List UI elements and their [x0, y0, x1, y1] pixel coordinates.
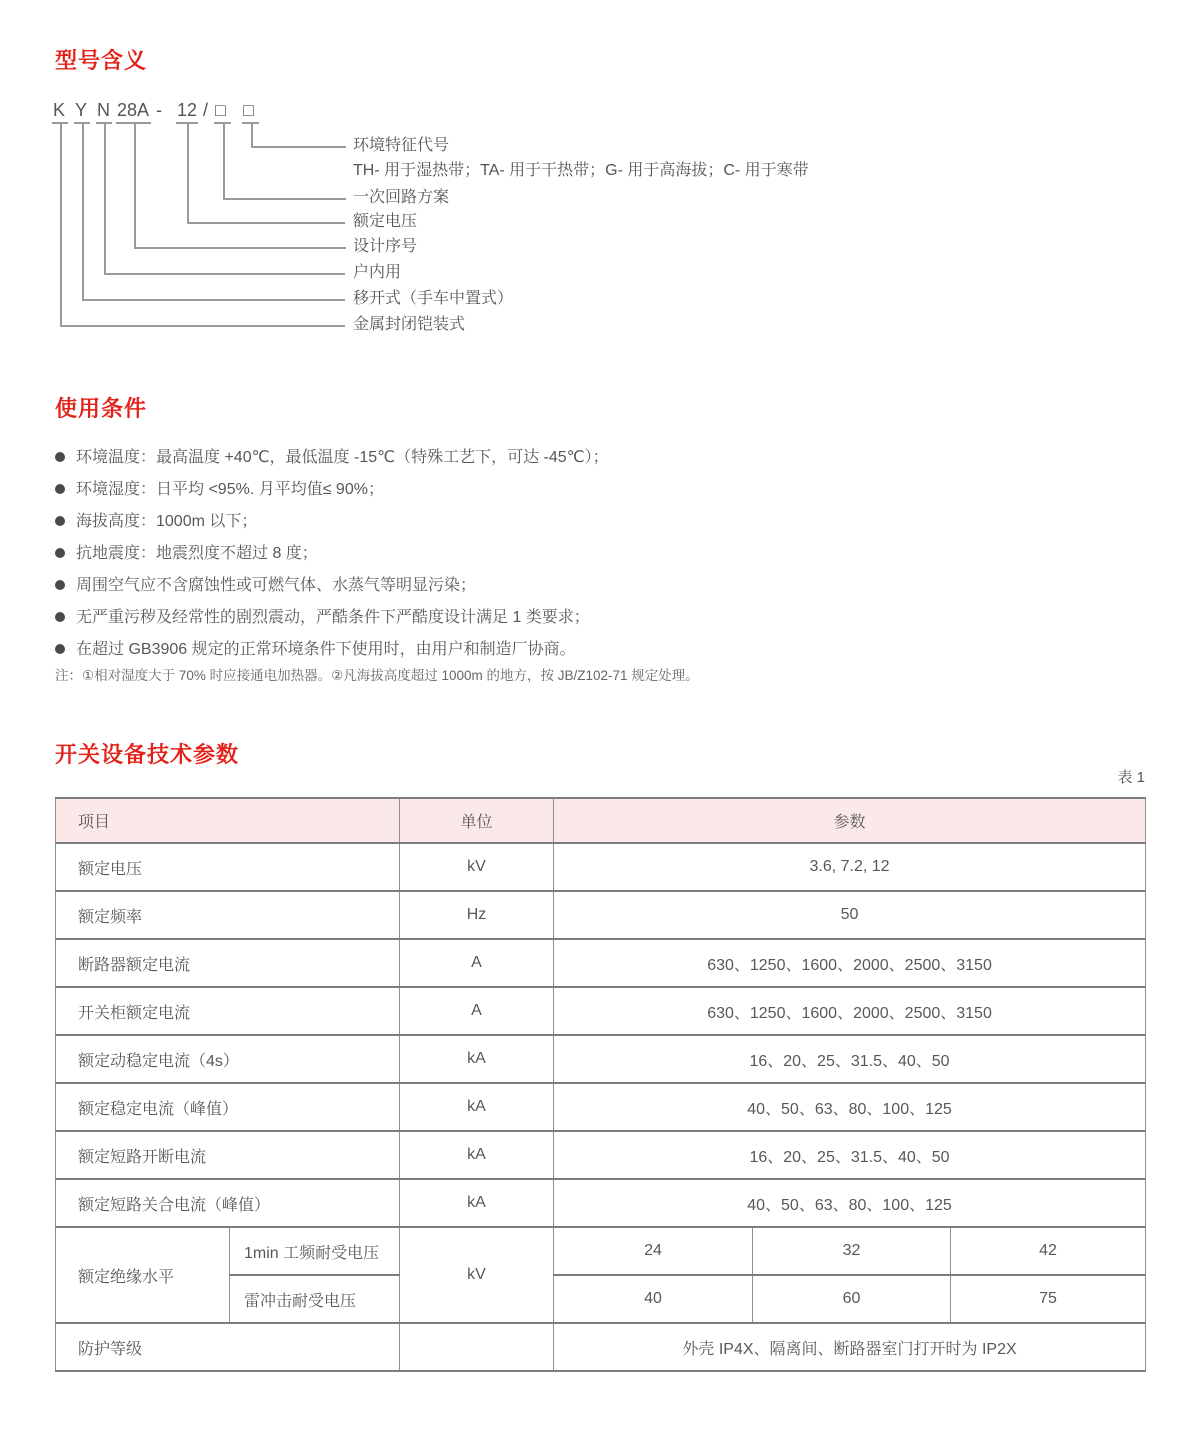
diagram-connector-line [104, 273, 345, 275]
model-code-part: □ [215, 100, 226, 120]
usage-condition-item [55, 442, 609, 474]
table-row-insulation-1 [56, 1227, 1146, 1275]
diagram-label: 额定电压 [353, 213, 418, 230]
table-row [56, 1083, 1146, 1131]
diagram-label: 一次回路方案 [353, 189, 450, 206]
model-code-part: - [156, 100, 162, 120]
row-param: 630、1250、1600、2000、2500、3150 [554, 987, 1146, 1035]
insulation-value: 24 [554, 1227, 753, 1275]
header-unit: 单位 [400, 798, 554, 843]
insulation-value: 60 [753, 1275, 951, 1323]
row-param: 16、20、25、31.5、40、50 [554, 1131, 1146, 1179]
row-param: 50 [554, 891, 1146, 939]
diagram-connector-line [82, 299, 345, 301]
model-code-part: N [97, 100, 110, 120]
diagram-label: 设计序号 [353, 238, 418, 255]
model-code-part: 12 [177, 100, 198, 120]
usage-condition-item [55, 506, 609, 538]
row-item: 开关柜额定电流 [56, 987, 400, 1035]
row-item: 额定电压 [56, 843, 400, 891]
row-item: 额定短路开断电流 [56, 1131, 400, 1179]
usage-condition-item [55, 570, 609, 602]
row-unit: kA [400, 1083, 554, 1131]
section-heading-params: 开关设备技术参数 [55, 742, 240, 767]
diagram-vertical-line [223, 123, 225, 198]
usage-condition-item [55, 474, 609, 506]
diagram-label: TH- 用于湿热带；TA- 用于干热带；G- 用于高海拔；C- 用于寒带 [353, 162, 809, 179]
bullet-icon [55, 580, 65, 590]
row-param: 16、20、25、31.5、40、50 [554, 1035, 1146, 1083]
model-code-part: Y [75, 100, 88, 120]
row-unit: Hz [400, 891, 554, 939]
row-unit: A [400, 987, 554, 1035]
bullet-icon [55, 516, 65, 526]
insulation-sub-label: 雷冲击耐受电压 [230, 1275, 400, 1323]
diagram-label: 户内用 [353, 264, 402, 281]
diagram-vertical-line [251, 123, 253, 146]
table-row [56, 1179, 1146, 1227]
row-unit: kA [400, 1131, 554, 1179]
table-row [56, 891, 1146, 939]
section-heading-usage: 使用条件 [55, 396, 148, 421]
insulation-unit: kV [400, 1227, 554, 1323]
table-number-label: 表 1 [1117, 769, 1145, 786]
bullet-icon [55, 612, 65, 622]
bullet-icon [55, 452, 65, 462]
diagram-connector-line [223, 198, 346, 200]
diagram-connector-line [251, 146, 346, 148]
usage-condition-item [55, 602, 609, 634]
row-unit: A [400, 939, 554, 987]
table-row-protection [56, 1323, 1146, 1371]
diagram-vertical-line [104, 123, 106, 273]
insulation-value: 40 [554, 1275, 753, 1323]
usage-condition-item [55, 538, 609, 570]
section-heading-model: 型号含义 [55, 48, 148, 73]
row-item: 额定频率 [56, 891, 400, 939]
diagram-label: 金属封闭铠装式 [353, 316, 466, 333]
usage-condition-text: 抗地震度：地震烈度不超过 8 度； [76, 545, 318, 562]
usage-condition-text: 环境湿度：日平均 <95%. 月平均值≤ 90%； [76, 481, 384, 498]
insulation-item: 额定绝缘水平 [56, 1227, 230, 1323]
diagram-label: 环境特征代号 [353, 137, 450, 154]
row-item: 额定稳定电流（峰值） [56, 1083, 400, 1131]
diagram-connector-line [187, 222, 345, 224]
usage-note: 注：①相对湿度大于 70% 时应接通电加热器。②凡海拔高度超过 1000m 的地方，按 JB/Z102-71 规定处理。 [55, 668, 699, 683]
model-code-part: 28A [117, 100, 150, 120]
usage-condition-text: 在超过 GB3906 规定的正常环境条件下使用时，由用户和制造厂协商。 [76, 641, 576, 658]
row-item: 额定短路关合电流（峰值） [56, 1179, 400, 1227]
header-param: 参数 [554, 798, 1146, 843]
row-param: 40、50、63、80、100、125 [554, 1083, 1146, 1131]
protection-item: 防护等级 [56, 1323, 400, 1371]
table-row [56, 987, 1146, 1035]
protection-unit [400, 1323, 554, 1371]
bullet-icon [55, 484, 65, 494]
insulation-sub-label: 1min 工频耐受电压 [230, 1227, 400, 1275]
row-unit: kV [400, 843, 554, 891]
insulation-value: 75 [951, 1275, 1146, 1323]
row-param: 3.6, 7.2, 12 [554, 843, 1146, 891]
usage-condition-text: 周围空气应不含腐蚀性或可燃气体、水蒸气等明显污染； [76, 577, 477, 594]
technical-parameters-table [55, 797, 1146, 1372]
bullet-icon [55, 548, 65, 558]
diagram-connector-line [60, 325, 345, 327]
diagram-connector-line [134, 247, 346, 249]
row-unit: kA [400, 1035, 554, 1083]
row-unit: kA [400, 1179, 554, 1227]
row-param: 630、1250、1600、2000、2500、3150 [554, 939, 1146, 987]
table-row [56, 843, 1146, 891]
table-row [56, 1035, 1146, 1083]
usage-condition-item [55, 634, 609, 666]
protection-param: 外壳 IP4X、隔离间、断路器室门打开时为 IP2X [554, 1323, 1146, 1371]
model-code-part: K [53, 100, 66, 120]
row-item: 断路器额定电流 [56, 939, 400, 987]
usage-conditions-list [55, 442, 609, 666]
usage-condition-text: 无严重污秽及经常性的剧烈震动，严酷条件下严酷度设计满足 1 类要求； [76, 609, 590, 626]
table-row [56, 939, 1146, 987]
row-param: 40、50、63、80、100、125 [554, 1179, 1146, 1227]
insulation-value: 32 [753, 1227, 951, 1275]
insulation-value: 42 [951, 1227, 1146, 1275]
table-row [56, 1131, 1146, 1179]
usage-condition-text: 环境温度：最高温度 +40℃，最低温度 -15℃（特殊工艺下，可达 -45℃）； [76, 449, 609, 466]
model-code-part: / [203, 100, 209, 120]
table-header-row [56, 798, 1146, 843]
header-item: 项目 [56, 798, 400, 843]
diagram-vertical-line [187, 123, 189, 222]
model-code-part: □ [243, 100, 254, 120]
bullet-icon [55, 644, 65, 654]
diagram-vertical-line [82, 123, 84, 299]
usage-condition-text: 海拔高度：1000m 以下； [76, 513, 258, 530]
diagram-label: 移开式（手车中置式） [353, 290, 514, 307]
diagram-vertical-line [60, 123, 62, 325]
row-item: 额定动稳定电流（4s） [56, 1035, 400, 1083]
diagram-vertical-line [134, 123, 136, 247]
